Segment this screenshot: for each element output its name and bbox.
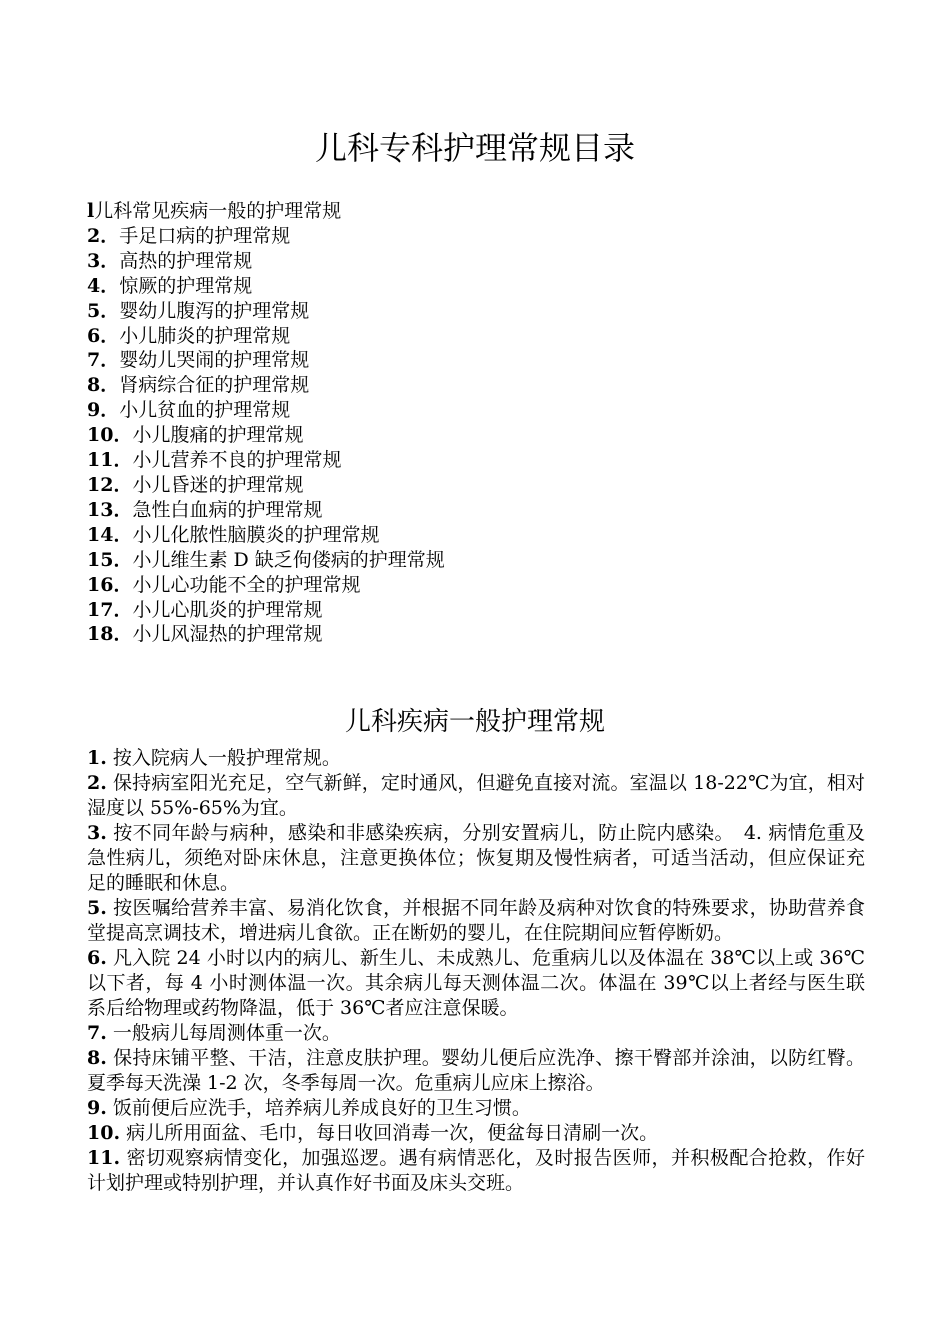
toc-item-number: 11． bbox=[87, 449, 133, 472]
rule-number: 5. bbox=[87, 897, 107, 919]
toc-item-text: 小儿营养不良的护理常规 bbox=[132, 449, 342, 472]
toc-item bbox=[87, 299, 445, 324]
rule-paragraph bbox=[87, 1046, 865, 1096]
rule-text: 病儿所用面盆、毛巾，每日收回消毒一次，便盆每日清刷一次。 bbox=[120, 1122, 659, 1144]
toc-item bbox=[87, 548, 445, 573]
rule-number: 3. bbox=[87, 822, 107, 844]
toc-item-text: 小儿贫血的护理常规 bbox=[119, 399, 291, 422]
toc-item-number: 9． bbox=[87, 399, 120, 422]
rule-number: 9. bbox=[87, 1097, 107, 1119]
rule-number: 8. bbox=[87, 1047, 107, 1069]
rule-number: 2. bbox=[87, 772, 107, 794]
rule-paragraph bbox=[87, 746, 865, 771]
rule-paragraph bbox=[87, 821, 865, 896]
document-title: 儿科专科护理常规目录 bbox=[314, 129, 635, 167]
rule-number: 1. bbox=[87, 747, 107, 769]
rule-paragraph bbox=[87, 1096, 865, 1121]
toc-item bbox=[87, 324, 445, 349]
toc-item bbox=[87, 199, 445, 224]
toc-item-number: 15． bbox=[87, 548, 133, 571]
toc-item-text: 手足口病的护理常规 bbox=[119, 224, 291, 247]
toc-item-number: 3． bbox=[87, 249, 120, 272]
toc-item-number: 18． bbox=[87, 623, 133, 646]
toc-item-number: 6． bbox=[87, 324, 120, 347]
rule-text: 一般病儿每周测体重一次。 bbox=[106, 1022, 341, 1044]
rule-text: 密切观察病情变化，加强巡逻。遇有病情恶化，及时报告医师，并积极配合抢救，作好计划护理或特别护理，并认真作好书面及床头交班。 bbox=[87, 1147, 865, 1194]
toc-item-text: 小儿心肌炎的护理常规 bbox=[132, 598, 323, 621]
toc-item-number: 13． bbox=[87, 498, 133, 521]
rule-paragraph bbox=[87, 946, 865, 1021]
toc-item bbox=[87, 274, 445, 299]
toc-item-text: 急性白血病的护理常规 bbox=[132, 498, 323, 521]
rule-paragraph bbox=[87, 896, 865, 946]
toc-item-number: 12． bbox=[87, 473, 133, 496]
table-of-contents bbox=[87, 199, 445, 647]
toc-item bbox=[87, 423, 445, 448]
toc-item-number: 14． bbox=[87, 523, 133, 546]
toc-item bbox=[87, 448, 445, 473]
rule-text: 凡入院 24 小时以内的病儿、新生儿、未成熟儿、危重病儿以及体温在 38℃以上或 36℃以下者，每 4 小时测体温一次。其余病儿每天测体温二次。体温在 39℃以上者经与医生联系后给物理或药物降温，低于 36℃者应注意保暖。 bbox=[87, 947, 865, 1019]
toc-item-text: 小儿心功能不全的护理常规 bbox=[132, 573, 361, 596]
toc-item-text: 儿科常见疾病一般的护理常规 bbox=[94, 200, 342, 222]
rule-text: 按入院病人一般护理常规。 bbox=[106, 747, 341, 769]
rule-paragraph bbox=[87, 1121, 865, 1146]
rule-text: 保持床铺平整、干洁，注意皮肤护理。婴幼儿便后应洗净、擦干臀部并涂油，以防红臀。夏季每天洗澡 1-2 次，冬季每周一次。危重病儿应床上擦浴。 bbox=[87, 1047, 865, 1094]
rule-number: 10. bbox=[87, 1122, 121, 1144]
toc-item-text: 小儿化脓性脑膜炎的护理常规 bbox=[132, 523, 380, 546]
toc-item-number: 8． bbox=[87, 374, 120, 397]
toc-item bbox=[87, 573, 445, 598]
toc-item bbox=[87, 348, 445, 373]
rule-text: 按医嘱给营养丰富、易消化饮食，并根据不同年龄及病种对饮食的特殊要求，协助营养食堂提高烹调技术，增进病儿食欲。正在断奶的婴儿，在住院期间应暂停断奶。 bbox=[87, 897, 865, 944]
toc-item-text: 小儿腹痛的护理常规 bbox=[132, 424, 304, 447]
rule-paragraph bbox=[87, 1146, 865, 1196]
toc-item-text: 肾病综合征的护理常规 bbox=[119, 374, 310, 397]
toc-item bbox=[87, 249, 445, 274]
toc-item-number: l bbox=[87, 200, 95, 222]
toc-item bbox=[87, 398, 445, 423]
toc-item-number: 7． bbox=[87, 349, 120, 372]
nursing-rules bbox=[87, 746, 865, 1196]
toc-item-text: 高热的护理常规 bbox=[119, 249, 253, 272]
toc-item-number: 4． bbox=[87, 274, 120, 297]
rule-text: 饭前便后应洗手，培养病儿养成良好的卫生习惯。 bbox=[106, 1097, 531, 1119]
rule-text: 按不同年龄与病种，感染和非感染疾病，分别安置病儿，防止院内感染。 4. 病情危重及急性病儿，须绝对卧床休息，注意更换体位；恢复期及慢性病者，可适当活动，但应保证充足的睡眠和休息。 bbox=[87, 822, 865, 894]
toc-item-number: 16． bbox=[87, 573, 133, 596]
toc-item bbox=[87, 473, 445, 498]
toc-item bbox=[87, 224, 445, 249]
toc-item bbox=[87, 498, 445, 523]
toc-item-text: 惊厥的护理常规 bbox=[119, 274, 253, 297]
toc-item-text: 小儿肺炎的护理常规 bbox=[119, 324, 291, 347]
toc-item bbox=[87, 622, 445, 647]
section-title: 儿科疾病一般护理常规 bbox=[344, 707, 605, 737]
rule-number: 6. bbox=[87, 947, 107, 969]
rule-text: 保持病室阳光充足，空气新鲜，定时通风，但避免直接对流。室温以 18-22℃为宜，相对湿度以 55%-65%为宜。 bbox=[87, 772, 865, 819]
rule-number: 7. bbox=[87, 1022, 107, 1044]
toc-item bbox=[87, 523, 445, 548]
rule-number: 11. bbox=[87, 1147, 121, 1169]
toc-item-text: 小儿昏迷的护理常规 bbox=[132, 473, 304, 496]
toc-item-number: 5． bbox=[87, 299, 120, 322]
rule-paragraph bbox=[87, 1021, 865, 1046]
toc-item bbox=[87, 373, 445, 398]
toc-item-number: 17． bbox=[87, 598, 133, 621]
rule-paragraph bbox=[87, 771, 865, 821]
toc-item bbox=[87, 598, 445, 623]
toc-item-text: 婴幼儿腹泻的护理常规 bbox=[119, 299, 310, 322]
toc-item-text: 小儿风湿热的护理常规 bbox=[132, 623, 323, 646]
toc-item-text: 婴幼儿哭闹的护理常规 bbox=[119, 349, 310, 372]
toc-item-number: 10． bbox=[87, 424, 133, 447]
toc-item-text: 小儿维生素 D 缺乏佝偻病的护理常规 bbox=[132, 548, 445, 571]
toc-item-number: 2． bbox=[87, 224, 120, 247]
